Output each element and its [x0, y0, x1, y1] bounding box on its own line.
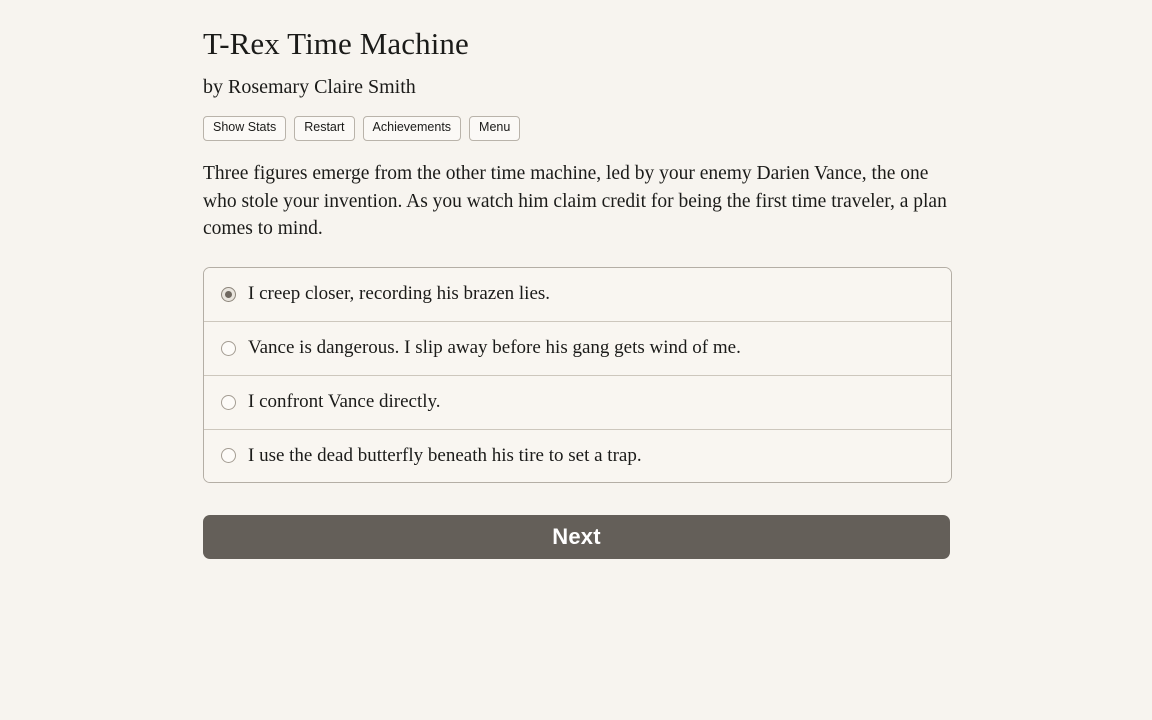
choice-label: I use the dead butterfly beneath his tire to set a trap.: [248, 444, 642, 466]
author-byline: by Rosemary Claire Smith: [203, 76, 416, 99]
show-stats-button[interactable]: Show Stats: [203, 116, 286, 141]
choice-option[interactable]: [204, 268, 951, 322]
next-button[interactable]: Next: [203, 515, 950, 559]
menu-button[interactable]: Menu: [469, 116, 520, 141]
choice-option[interactable]: [204, 376, 951, 430]
narrative-text: Three figures emerge from the other time machine, led by your enemy Darien Vance, the one who stole your invention. As you watch him claim credit for being the first time traveler, a plan comes to mind.: [203, 163, 947, 240]
toolbar: [203, 116, 952, 141]
radio-icon[interactable]: [221, 448, 236, 463]
choice-label: Vance is dangerous. I slip away before his gang gets wind of me.: [248, 336, 741, 358]
radio-icon[interactable]: [221, 341, 236, 356]
choice-option[interactable]: [204, 322, 951, 376]
page-title: T-Rex Time Machine: [203, 26, 469, 61]
radio-icon[interactable]: [221, 395, 236, 410]
radio-icon[interactable]: [221, 287, 236, 302]
choice-label: I creep closer, recording his brazen lies.: [248, 283, 551, 305]
choice-list: [203, 267, 952, 483]
achievements-button[interactable]: Achievements: [363, 116, 462, 141]
choice-option[interactable]: [204, 430, 951, 483]
choice-label: I confront Vance directly.: [248, 390, 441, 412]
restart-button[interactable]: Restart: [294, 116, 354, 141]
